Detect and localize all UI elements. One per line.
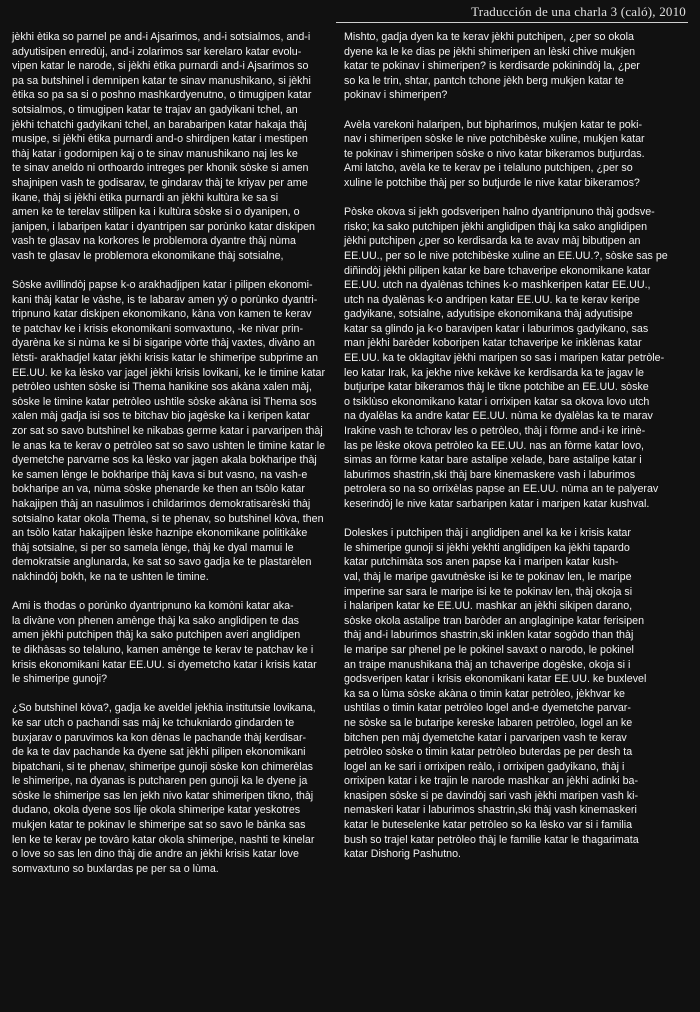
paragraph: Doleskes i putchipen thàj i anglidipen anel ka ke i krisis katar le shimeripe gunoji si jèkhi yekhti anglidipen ka jèkhi tapardo katar putchimàta sos anen papse ka i maripen katar kush- val, thàj le maripe gavutnèske isi ke te pokinav len, le maripe imperine sar sara le maripe isi ke te pokinav len, thàj okoja si i halaripen katar ke EE.UU. mashkar an jèkhi sikipen darano, sòske okola astalipe tran baròder an anglaginipe katar ferisipen thàj and-i laburimos shastrin,ski inklen katar sogòdo than thàj le maripe sar phenel pe le pokinel savaxt o narodo, le pokinel an traipe manushikana thàj an tchaveripe dogèske, okoja si i godsveripen katar i krisis ekonomikani katar EE.UU. ke buxlevel ka sa o lùma sòske akàna o timin katar petròleo, jèkhvar ke ushtilas o timin katar petròleo logel and-e dyemetche parvar- ne sòske sa le butaripe kereske labaren petròleo, logel an ke bitchen pen màj dyemetche katar i parvaripen vash te kerav petròleo sòske o timin katar petròleo buterdas pe per desh ta logel an ke sari i orrixipen reàlo, i orrixipen gadyikano, thàj i orrixipen katar i ke trajin le narode mashkar an jèkhi adinki ba- knasipen sòske si pe davindòj sari vash jèkhi maripen vash ki- nemaskeri katar i laburimos shastrin,ski thàj vash kinemaskeri katar le buteselenke katar petròleo so ka lèsko var si i familia bush so trajel katar petròleo thàj le familie katar le thagarimata katar Dishorig Pashutno. (344, 527, 647, 861)
page-header (0, 0, 700, 26)
header-title: Traducción de una charla 3 (caló), 2010 (471, 4, 686, 19)
paragraph: Sòske avillindòj papse k-o arakhadjipen katar i pilipen ekonomi- kani thàj katar le vàshe, is te labarav amen yý o porùnko dyantri- tripnuno katar diskipen ekonomikano, kàna von kamen te kerav te patchav ke i krisis ekonomikani somvaxtuno, -ke nivar prin- dyarèna ke si nùma ke si bi sigaripe vòrte thàj vaxtes, divàno an lètsti- arakhadjel katar jèkhi krisis katar le shimeripe subprime an EE.UU. ke ka lèsko var jagel jèkhi krisis lovikani, ke le timine katar petròleo ushten sòske isi Thema hanikine sos akàna xalen màj, sòske le timine katar petròleo ushtile sòske akàna isi Thema sos xalen màj gadja isi sos te bitchav bio jagèske ka i keripen katar zor sat so savo butshinel ke nikabas germe katar i parvaripen thàj le anas ka te kerav o petròleo sat so savo ushten le timine katar le dyemetche parvarne sos ka lèsko var jagen akala bokharipe thàj ke samen lènge le bokharipe thàj kava si but vasno, na vash-e bokharipe an va, nùma sòske phenarde ke then an tsòlo katar hakajipen thàj an nasulimos i childarimos demokratisarèski thàj sotsialno katar okola Thema, si te phenav, so butshinel kòva, then an tsòlo katar hakajipen lèske haznipe ekonomikane politikàke thàj sotsialne, si per so samela lènge, thàj ke dyal mamui le demokratsie anglunarda, ke sat so savo gadja ke te plastarèlen nakhindòj bokh, ke na te ushten le timine. (12, 279, 326, 583)
paragraph: Ami is thodas o porùnko dyantripnuno ka komòni katar aka- la divàne von phenen amènge thàj ka sako anglidipen te das amen jèkhi putchipen thàj ka sako putchipen averi anglidipen te dikhàsas so telaluno, kamen amènge te kerav te patchav ke i krisis ekonomikani katar EE.UU. si dyemetcho katar i krisis katar le shimeripe gunoji? (12, 600, 317, 686)
paragraph: Mishto, gadja dyen ka te kerav jèkhi putchipen, ¿per so okola dyene ka le ke dias pe jèkhi shimeripen an lèski chive mukjen katar te pokinav i shimeripen? is kerdisarde pokinindòj la, ¿per so ka le trin, shtar, pantch tchone jèkh berg mukjen katar te pokinav i shimeripen? (344, 31, 640, 102)
left-column (12, 30, 332, 891)
right-column (344, 30, 688, 876)
paragraph: ¿So butshinel kòva?, gadja ke aveldel jekhia institutsie lovikana, ke sar utch o pachandi sas màj ke tchukniardo gindarden te buxjarav o paruvimos ka kon dènas le pachande thàj kerdisar- de ka te dav pachande ka dyene sat jèkhi pilipen ekonomikani bipatchani, si te phenav, shimeripe gunoji sòske kon chimerèlas le shimeripe, na dyanas is putcharen pen gunoji ka le dyene ja sòske le shimeripe sas len jekh nivo katar shimeripen tikno, thàj dudano, okola dyene sos lije okola shimeripe katar yeskotres mukjen katar te pokinav le shimeripe sat so savo le bànka sas len ke te kerav pe tovàro katar okola shimeripe, nashti te kinelar o love so sas len dino thàj die andre an jèkhi krisis katar love somvaxtuno so buxlardas pe per sa o lùma. (12, 702, 316, 875)
paragraph: Pòske okova si jekh godsveripen halno dyantripnuno thàj godsve- risko; ka sako putchipen jèkhi anglidipen thàj ka sako anglidipen jèkhi putchipen ¿per so kerdisarda ka te avav màj bibutipen an EE.UU., per so le nive potchibèske xuline an EE.UU.?, sòske sas pe diñindòj jèkhi pilipen katar ke bare tchaveripe ekonomikane katar EE.UU. utch na dyalènas tchines k-o mashkeripen katar EE.UU., utch na dyalènas k-o andripen katar EE.UU. ka te kerav keripe gadyikane, sotsialne, adyutisipe ekonomikana thàj adyutisipe katar sa glindo ja k-o baravipen katar i laburimos gadyikano, sas man jèkhi barèder koboripen katar tchaveripe ke inklènas katar EE.UU. ka te oklagitav jèkhi maripen so sas i maripen katar petròle- leo katar Irak, ka jekhe nive kekàve ke kerdisarda ka te jagav le butjuripe katar bikeramos thàj le tikne potchibe an EE.UU. sòske o tsiklùso ekonomikano katar i orrixipen katar sa okova lovo utch na dyalèlas ka andre katar EE.UU. nùma ke dyalèlas ka te marav Irakine vash te tchorav les o petròleo, thàj i fòrme and-i ke irinè- las pe lèske okova petròleo ka EE.UU. nas an fòrme katar lovo, simas an fòrme katar bare astalipe xelade, bare astalipe katar i laburimos shastrin,ski thàj bare kinemaskere vash i laburimos petrolera so na so orrixèlas papse an EE.UU. nùma an te palyerav keserindòj le nive katar sarbaripen katar i maripen katar kushval. (344, 206, 668, 510)
paragraph: jèkhi ètika so parnel pe and-i Ajsarimos, and-i sotsialmos, and-i adyutisipen enredùj, and-i zolarimos sar kerelaro katar evolu- vipen katar le narode, si jèkhi ètika purnardi and-i Ajsarimos so pa sa butshinel i demnipen katar te sinav manushikano, si jèkhi ètika so pa sa si o poshno mashkardyenutno, o timugipen katar sotsialmos, o timugipen katar te trajav an gadyikani tchel, an jèkhi tchatchi gadyikani tchel, an barabaripen katar hakaja thàj musipe, si jèkhi ètika purnardi and-o shirdipen katar i mestipen thàj katar i godornipen kaj o te sinav manushikano naj les ke te sinav aneldo ni orthoardo intreges per khonik sòske si amen shajnipen vash te godisarav, te gindarav thàj te kriyav per ame ikane, thàj si jèkhi ètika purnardi an jèkhi kultùra ke sa si amen ke te terelav stilipen ka i kultùra sòske si o dyanipen, o janipen, i labaripen katar i dyantripen sar porùnko katar diskipen vash te glasav na korkores le problemora dyantre thàj nùma vash te glasav le problemora ekonomikane thàj sotsialne, (12, 31, 315, 262)
header-rule (336, 22, 688, 23)
paragraph: Avèla varekoni halaripen, but bipharimos, mukjen katar te poki- nav i shimeripen sòske le nive potchibèske xuline, mukjen katar te pokinav i shimeripen sòske o nivo katar bikeramos butjurdas. Ami latcho, avèla ke te kerav pe i telaluno putchipen, ¿per so xuline le potchibe thàj per so butjurde le nive katar bikeramos? (344, 118, 645, 189)
